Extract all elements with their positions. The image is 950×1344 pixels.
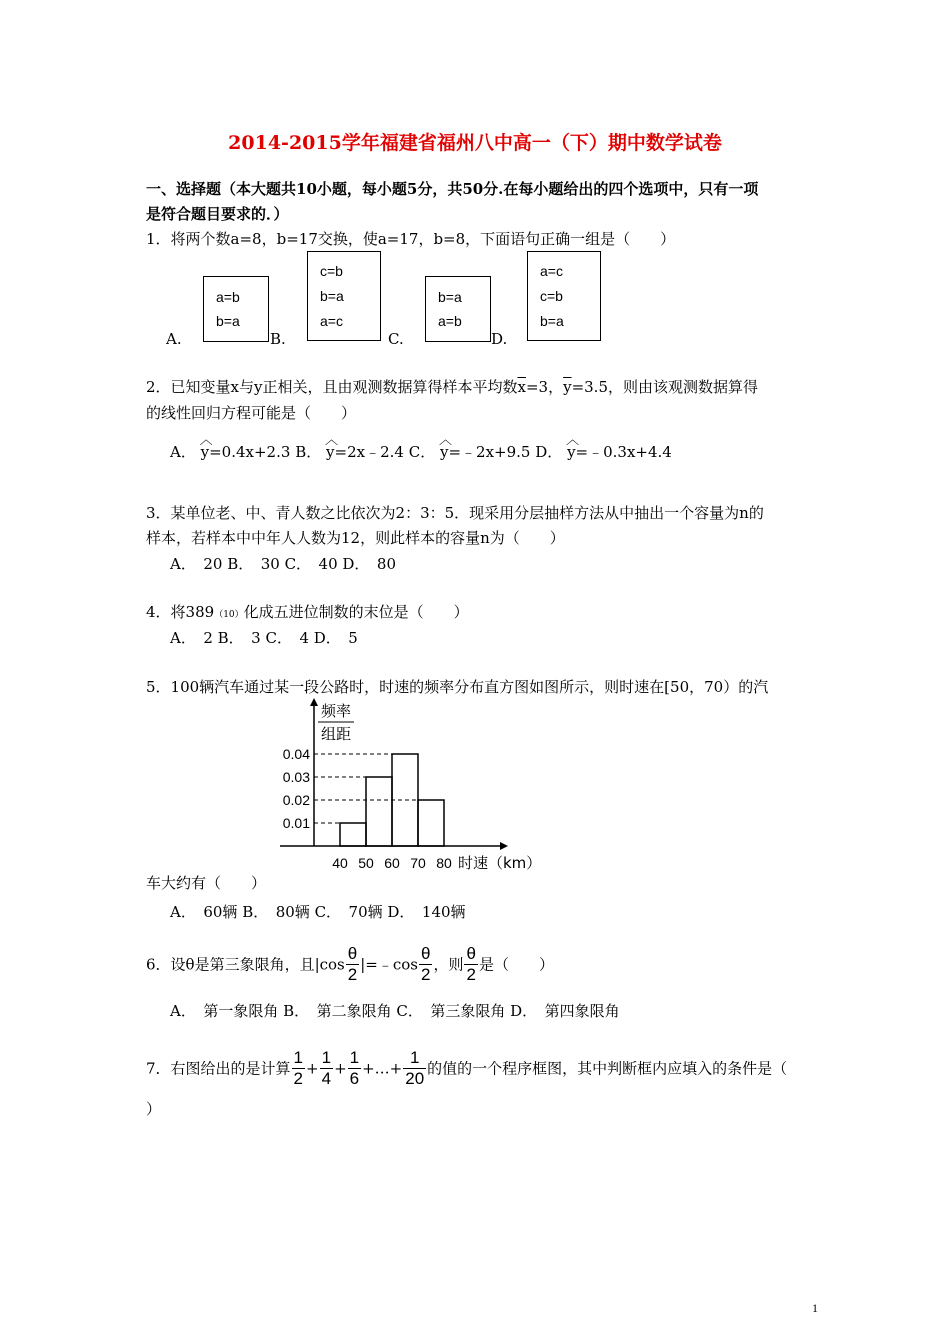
- q2-mean-y: =3.5，则由该观测数据算得: [571, 378, 758, 396]
- code-line: c=b: [540, 288, 563, 304]
- y-hat: ︿ y: [326, 443, 334, 461]
- q2-options: [170, 441, 672, 462]
- option-label: C．: [408, 443, 436, 461]
- q3-options: A． 20 B． 30 C． 40 D． 80: [170, 555, 397, 573]
- q1-label-d: D.: [491, 330, 508, 348]
- theta-over-2: [419, 944, 432, 985]
- y-tick-label: 0.02: [282, 792, 310, 808]
- page-title: 2014-2015学年福建省福州八中高一（下）期中数学试卷: [228, 132, 722, 154]
- q1-label-b: B.: [270, 330, 286, 348]
- plus-sign: +: [334, 1059, 347, 1078]
- page-number: 1: [812, 1301, 818, 1315]
- frac-den: 2: [421, 965, 431, 984]
- section-heading: 一、选择题（本大题共10小题，每小题5分，共50分.在每小题给出的四个选项中，只有一项: [146, 180, 759, 198]
- frac-den: 2: [466, 965, 476, 984]
- frequency-histogram: [270, 692, 550, 882]
- q1-label-a: A.: [166, 330, 182, 348]
- option-text: =2x﹣2.4: [334, 443, 404, 461]
- q6-stem: [146, 944, 554, 985]
- frac-den: 2: [293, 1069, 304, 1088]
- q4-stem: [146, 601, 469, 622]
- frac-den: 20: [405, 1069, 425, 1088]
- q6-text: 6．设θ是第三象限角，且|cos: [146, 955, 345, 974]
- theta-over-2: [346, 944, 359, 985]
- q3-stem: 3．某单位老、中、青人数之比依次为2：3：5．现采用分层抽样方法从中抽出一个容量为n的: [146, 504, 764, 522]
- option-label: D．: [535, 443, 563, 461]
- histogram-bar: [340, 823, 366, 846]
- y-axis-arrow: [310, 698, 318, 706]
- y-axis-label-bottom: 组距: [320, 725, 352, 743]
- q5-stem: 5．100辆汽车通过某一段公路时，时速的频率分布直方图如图所示，则时速在[50，70）的汽: [146, 678, 769, 696]
- q7-stem: [146, 1048, 787, 1089]
- y-bar: $\overline{y}$: [563, 378, 572, 396]
- q5-stem-cont: 车大约有（ ）: [146, 874, 267, 892]
- x-tick-label: 50: [358, 855, 374, 871]
- q7-text: 7．右图给出的是计算: [146, 1059, 291, 1078]
- frac-num: 1: [293, 1048, 304, 1067]
- frac-num: 1: [403, 1048, 426, 1069]
- theta-over-2: [464, 944, 477, 985]
- q2-mean-x: =3，: [525, 378, 564, 396]
- frac-num: 1: [321, 1048, 332, 1067]
- option-text: =﹣0.3x+4.4: [575, 443, 672, 461]
- code-line: a=b: [216, 289, 240, 305]
- q2-stem-text: 2．已知变量x与y正相关，且由观测数据算得样本平均数: [146, 378, 518, 396]
- fraction: [292, 1048, 305, 1089]
- code-line: b=a: [320, 288, 344, 304]
- code-line: b=a: [438, 289, 462, 305]
- option-label: A．: [170, 443, 196, 461]
- histogram-bar: [418, 800, 444, 846]
- y-hat: ︿ y: [567, 443, 575, 461]
- q5-options: A． 60辆 B． 80辆 C． 70辆 D． 140辆: [170, 903, 466, 921]
- section-heading-cont: 是符合题目要求的．）: [146, 205, 289, 223]
- code-line: b=a: [540, 313, 564, 329]
- q1-box-b: [307, 251, 381, 341]
- x-tick-label: 40: [332, 855, 348, 871]
- q1-label-c: C.: [388, 330, 404, 348]
- code-line: a=c: [540, 263, 563, 279]
- x-tick-label: 70: [410, 855, 426, 871]
- q3-stem-cont: 样本，若样本中中年人人数为12，则此样本的容量n为（ ）: [146, 529, 565, 547]
- y-tick-label: 0.04: [282, 746, 310, 762]
- y-hat: ︿ y: [201, 443, 209, 461]
- q2-stem: [146, 376, 758, 397]
- option-label: B．: [295, 443, 322, 461]
- frac-num: θ: [421, 944, 431, 963]
- frac-num: θ: [466, 944, 476, 963]
- q4-stem-text-b: 化成五进位制数的末位是（ ）: [243, 603, 469, 621]
- x-tick-label: 60: [384, 855, 400, 871]
- code-line: b=a: [216, 313, 240, 329]
- code-line: a=b: [438, 313, 462, 329]
- q2-stem-cont: 的线性回归方程可能是（ ）: [146, 404, 357, 422]
- q4-stem-text: 4．将389: [146, 603, 215, 621]
- x-tick-label: 80: [436, 855, 452, 871]
- x-bar: $\overline{x}$: [517, 378, 526, 396]
- y-axis-label-top: 频率: [320, 702, 352, 720]
- base-subscript: （10）: [214, 610, 244, 620]
- q6-text-b: |=﹣cos: [360, 955, 418, 974]
- frac-den: 4: [321, 1069, 332, 1088]
- y-hat: ︿ y: [440, 443, 448, 461]
- option-text: =0.4x+2.3: [209, 443, 291, 461]
- q1-box-d: [527, 251, 601, 341]
- frac-den: 2: [347, 965, 358, 984]
- code-line: a=c: [320, 313, 343, 329]
- q4-options: A． 2 B． 3 C． 4 D． 5: [170, 629, 358, 647]
- q1-box-a: [203, 276, 269, 342]
- code-line: c=b: [320, 263, 343, 279]
- y-tick-label: 0.01: [282, 815, 310, 831]
- q7-stem-cont: ）: [146, 1100, 162, 1118]
- q1-box-c: [425, 276, 491, 342]
- plus-sign: +: [306, 1059, 319, 1078]
- option-text: =﹣2x+9.5: [448, 443, 531, 461]
- fraction: [320, 1048, 333, 1089]
- q6-text-c: ，则: [433, 955, 464, 974]
- ellipsis: +…+: [362, 1059, 403, 1078]
- fraction: [403, 1048, 426, 1089]
- frac-den: 6: [349, 1069, 360, 1088]
- q6-text-d: 是（ ）: [478, 955, 554, 974]
- histogram-bar: [366, 777, 392, 846]
- x-axis-arrow: [500, 842, 508, 850]
- x-axis-label: 时速（km）: [458, 854, 542, 872]
- q6-options: A． 第一象限角 B． 第二象限角 C． 第三象限角 D． 第四象限角: [170, 1002, 620, 1020]
- q1-stem: 1．将两个数a=8，b=17交换，使a=17，b=8，下面语句正确一组是（ ）: [146, 230, 676, 248]
- y-tick-label: 0.03: [282, 769, 310, 785]
- q7-text-b: 的值的一个程序框图，其中判断框内应填入的条件是（: [427, 1059, 788, 1078]
- frac-num: 1: [349, 1048, 360, 1067]
- frac-num: θ: [347, 944, 358, 963]
- fraction: [348, 1048, 361, 1089]
